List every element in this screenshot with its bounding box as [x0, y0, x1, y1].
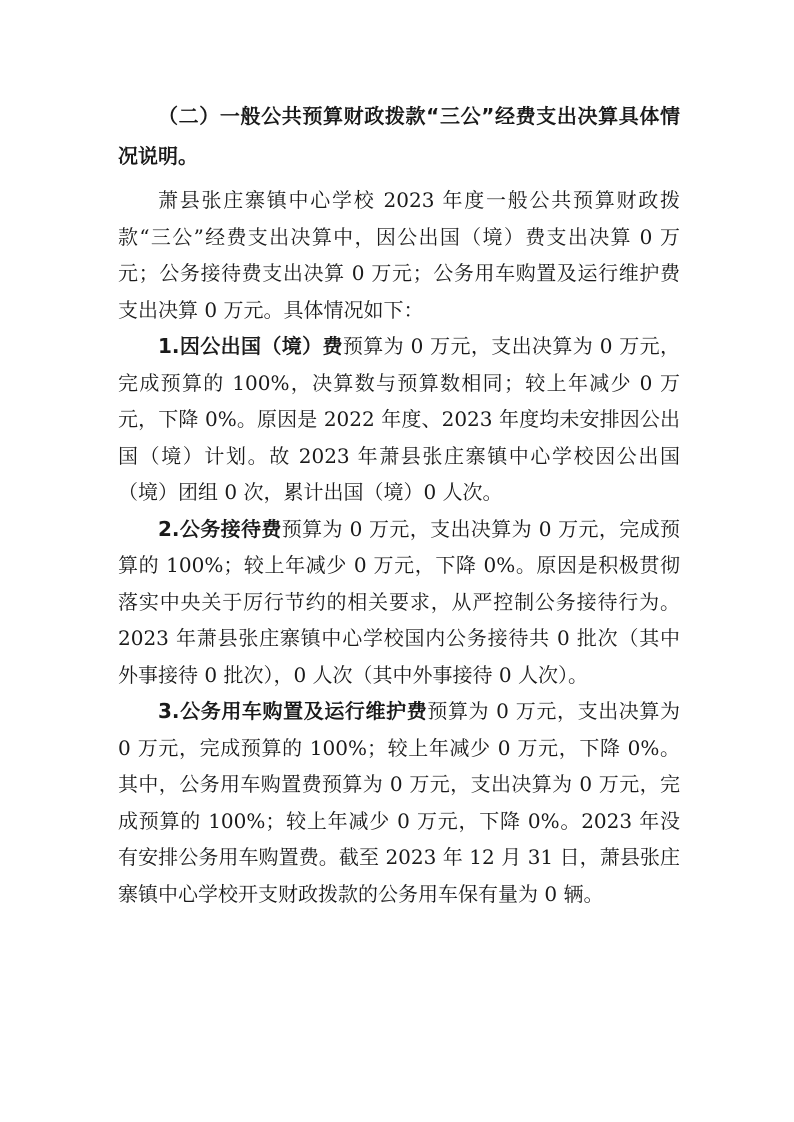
item-body-outbound-travel: 预算为 0 万元，支出决算为 0 万元，完成预算的 100%，决算数与预算数相同；较上年减少 0 万元，下降 0%。原因是 2022 年度、2023 年度均未安排因公出国（境）计划。故 2023 年萧县张庄寨镇中心学校因公出国（境）团组 0 次，累计出国（境）0 人次。 — [118, 334, 680, 504]
item-paragraph-reception — [118, 511, 680, 694]
item-title-outbound-travel: 1.因公出国（境）费 — [158, 334, 343, 358]
item-paragraph-vehicles — [118, 693, 680, 912]
section-heading: （二）一般公共预算财政拨款“三公”经费支出决算具体情况说明。 — [118, 104, 680, 168]
item-body-vehicles: 预算为 0 万元，支出决算为 0 万元，完成预算的 100%；较上年减少 0 万元，下降 0%。其中，公务用车购置费预算为 0 万元，支出决算为 0 万元，完成预算的 100%；较上年减少 0 万元，下降 0%。2023 年没有安排公务用车购置费。截至 2023 年 12 月 31 日，萧县张庄寨镇中心学校开支财政拨款的公务用车保有量为 0 辆。 — [118, 699, 680, 906]
intro-paragraph: 萧县张庄寨镇中心学校 2023 年度一般公共预算财政拨款“三公”经费支出决算中，因公出国（境）费支出决算 0 万元；公务接待费支出决算 0 万元；公务用车购置及运行维护费支出决算 0 万元。具体情况如下： — [118, 188, 680, 322]
item-title-reception: 2.公务接待费 — [158, 516, 282, 541]
document-page — [118, 96, 680, 912]
item-title-vehicles: 3.公务用车购置及运行维护费 — [158, 699, 428, 723]
item-body-reception: 预算为 0 万元，支出决算为 0 万元，完成预算的 100%；较上年减少 0 万元，下降 0%。原因是积极贯彻落实中央关于厉行节约的相关要求，从严控制公务接待行为。2023 年萧县张庄寨镇中心学校国内公务接待共 0 批次（其中外事接待 0 批次），0 人次（其中外事接待 0 人次）。 — [118, 516, 680, 687]
item-paragraph-outbound-travel — [118, 328, 680, 511]
